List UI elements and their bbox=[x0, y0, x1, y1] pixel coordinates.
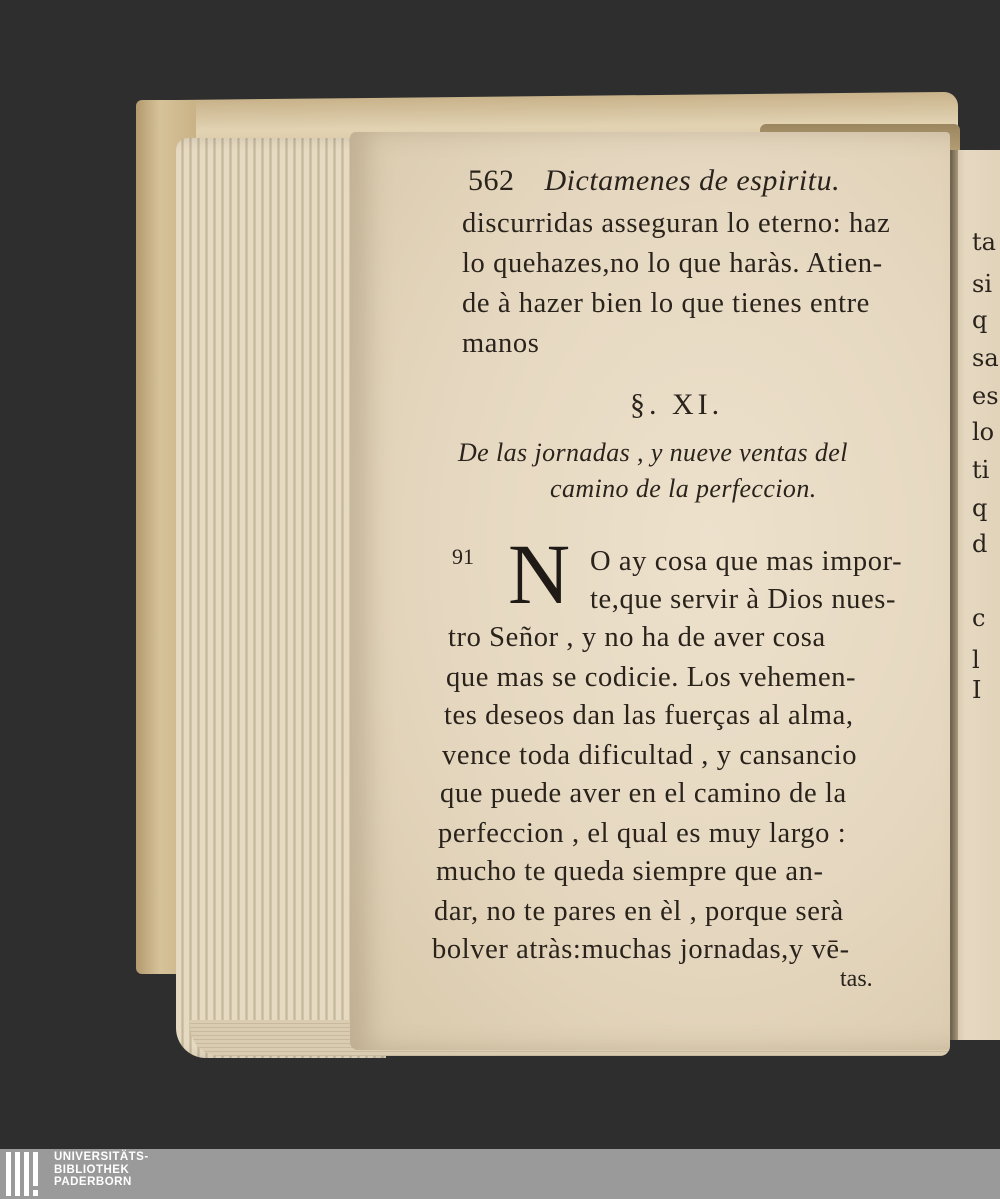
facing-page-fragment: ta bbox=[972, 228, 996, 256]
library-logo-icon bbox=[6, 1152, 46, 1196]
facing-page-fragment: l bbox=[972, 646, 980, 674]
text-line: discurridas asseguran lo eterno: haz bbox=[462, 208, 891, 239]
text-line: perfeccion , el qual es muy largo : bbox=[438, 818, 847, 849]
section-subtitle: De las jornadas , y nueve ventas del bbox=[458, 438, 848, 467]
text-line: tro Señor , y no ha de aver cosa bbox=[448, 622, 826, 653]
text-line: O ay cosa que mas impor- bbox=[590, 546, 903, 577]
text-line: mucho te queda siempre que an- bbox=[436, 856, 824, 887]
paragraph-number: 91 bbox=[452, 544, 474, 569]
library-name bbox=[54, 1151, 149, 1189]
facing-page-fragment: si bbox=[972, 270, 992, 298]
library-footer-bar bbox=[0, 1149, 1000, 1199]
text-line: te,que servir à Dios nues- bbox=[590, 584, 897, 615]
facing-page-fragment: d bbox=[972, 530, 988, 558]
running-head bbox=[468, 164, 840, 198]
text-line: manos bbox=[462, 328, 540, 359]
section-subtitle: camino de la perfeccion. bbox=[550, 474, 817, 503]
text-line: vence toda dificultad , y cansancio bbox=[442, 740, 858, 771]
text-line: que puede aver en el camino de la bbox=[440, 778, 847, 809]
text-line: dar, no te pares en èl , porque serà bbox=[434, 896, 844, 927]
facing-page-fragment: ti bbox=[972, 456, 990, 484]
library-name-line: UNIVERSITÄTS- bbox=[54, 1151, 149, 1163]
facing-page-fragment: I bbox=[972, 676, 982, 704]
facing-page-fragment: sa bbox=[972, 344, 999, 372]
drop-cap: N bbox=[508, 526, 571, 622]
facing-page-fragment: lo bbox=[972, 418, 995, 446]
text-line: bolver atràs:muchas jornadas,y vē- bbox=[432, 934, 850, 965]
library-name-line: PADERBORN bbox=[54, 1176, 132, 1188]
text-line: de à hazer bien lo que tienes entre bbox=[462, 288, 870, 319]
library-name-line: BIBLIOTHEK bbox=[54, 1163, 130, 1176]
facing-page-fragment: q bbox=[972, 306, 988, 334]
facing-page-fragment: es bbox=[972, 382, 999, 410]
text-line: lo quehazes,no lo que haràs. Atien- bbox=[462, 248, 883, 279]
text-line: que mas se codicie. Los vehemen- bbox=[446, 662, 857, 693]
section-number: §. XI. bbox=[630, 388, 724, 421]
facing-page-fragment: c bbox=[972, 604, 986, 632]
facing-page-fragment: q bbox=[972, 494, 988, 522]
catchword: tas. bbox=[840, 966, 873, 992]
running-head-title: Dictamenes de espiritu. bbox=[544, 164, 841, 197]
page-number: 562 bbox=[468, 164, 515, 197]
text-line: tes deseos dan las fuerças al alma, bbox=[444, 700, 854, 731]
